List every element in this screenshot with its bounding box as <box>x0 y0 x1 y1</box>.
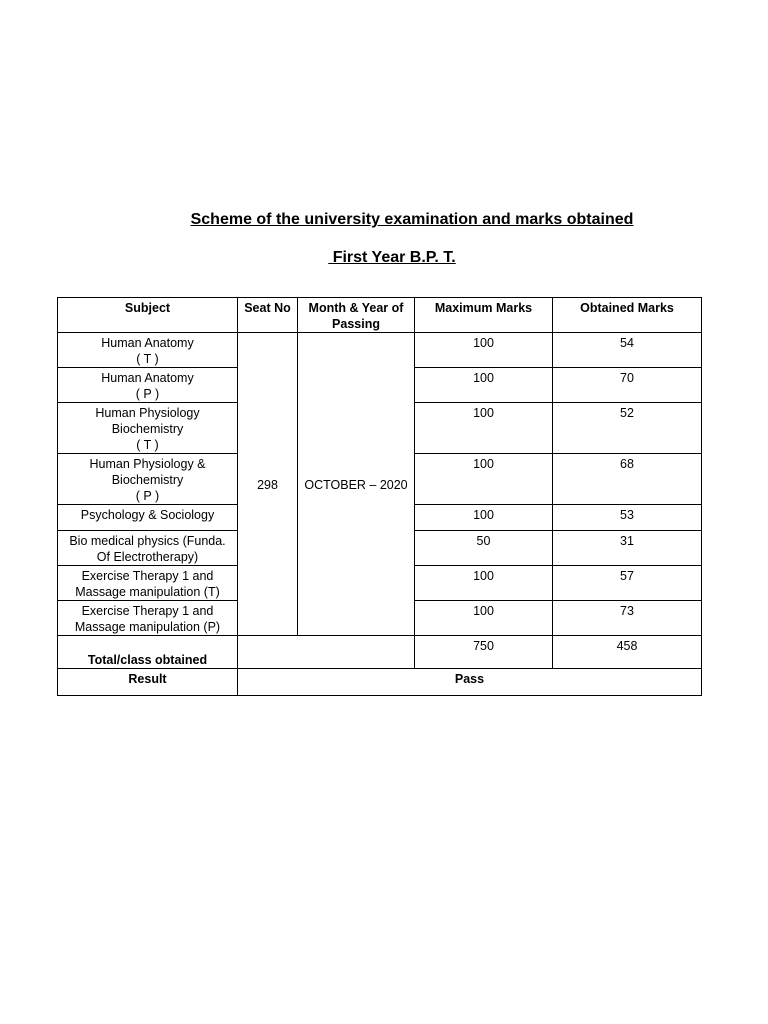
document-title: Scheme of the university examination and marks obtained <box>190 211 634 228</box>
subject-line: Biochemistry <box>111 473 184 487</box>
column-header-obtained-marks: Obtained Marks <box>553 298 702 333</box>
subject-cell <box>58 403 238 454</box>
subject-cell <box>58 454 238 505</box>
max-marks-cell: 100 <box>415 368 553 403</box>
obtained-marks-cell: 68 <box>553 454 702 505</box>
seat-no-cell: 298 <box>238 333 298 636</box>
column-header-seat-no: Seat No <box>238 298 298 333</box>
total-row <box>58 636 702 669</box>
max-marks-cell: 100 <box>415 403 553 454</box>
subject-line: Psychology & Sociology <box>80 508 215 522</box>
max-marks-cell: 100 <box>415 566 553 601</box>
column-header-subject: Subject <box>58 298 238 333</box>
obtained-marks-cell: 52 <box>553 403 702 454</box>
column-header-month-year: Month & Year of Passing <box>298 298 415 333</box>
subject-line: Exercise Therapy 1 and <box>81 604 214 618</box>
obtained-marks-cell: 54 <box>553 333 702 368</box>
total-obtained-marks: 458 <box>553 636 702 669</box>
result-value: Pass <box>238 669 702 696</box>
subject-line: Biochemistry <box>111 422 184 436</box>
max-marks-cell: 100 <box>415 454 553 505</box>
subject-line: Human Physiology & <box>89 457 206 471</box>
table-row <box>58 333 702 368</box>
max-marks-cell: 100 <box>415 505 553 531</box>
subject-line: ( P ) <box>135 489 160 503</box>
subject-cell <box>58 531 238 566</box>
column-header-maximum-marks: Maximum Marks <box>415 298 553 333</box>
total-label: Total/class obtained <box>58 636 238 669</box>
subject-line: Human Anatomy <box>101 371 194 385</box>
max-marks-cell: 50 <box>415 531 553 566</box>
obtained-marks-cell: 53 <box>553 505 702 531</box>
subject-cell <box>58 505 238 531</box>
subject-line: ( T ) <box>136 438 159 452</box>
result-label: Result <box>58 669 238 696</box>
month-year-cell: OCTOBER – 2020 <box>298 333 415 636</box>
obtained-marks-cell: 73 <box>553 601 702 636</box>
subject-cell <box>58 601 238 636</box>
subject-line: Exercise Therapy 1 and <box>81 569 214 583</box>
subject-line: Massage manipulation (P) <box>74 620 221 634</box>
obtained-marks-cell: 57 <box>553 566 702 601</box>
subject-line: Massage manipulation (T) <box>75 585 220 599</box>
subject-cell <box>58 333 238 368</box>
marks-table <box>57 297 702 696</box>
max-marks-cell: 100 <box>415 333 553 368</box>
result-row <box>58 669 702 696</box>
subject-line: Human Anatomy <box>101 336 194 350</box>
obtained-marks-cell: 70 <box>553 368 702 403</box>
subject-cell <box>58 566 238 601</box>
subject-line: Bio medical physics (Funda. <box>69 534 226 548</box>
subject-cell <box>58 368 238 403</box>
document-subtitle: First Year B.P. T. <box>328 249 456 266</box>
subject-line: ( T ) <box>136 352 159 366</box>
total-empty-cell <box>238 636 415 669</box>
subject-line: Human Physiology <box>95 406 200 420</box>
subject-line: ( P ) <box>135 387 160 401</box>
subject-line: Of Electrotherapy) <box>96 550 199 564</box>
obtained-marks-cell: 31 <box>553 531 702 566</box>
header-row <box>58 298 702 333</box>
total-max-marks: 750 <box>415 636 553 669</box>
max-marks-cell: 100 <box>415 601 553 636</box>
